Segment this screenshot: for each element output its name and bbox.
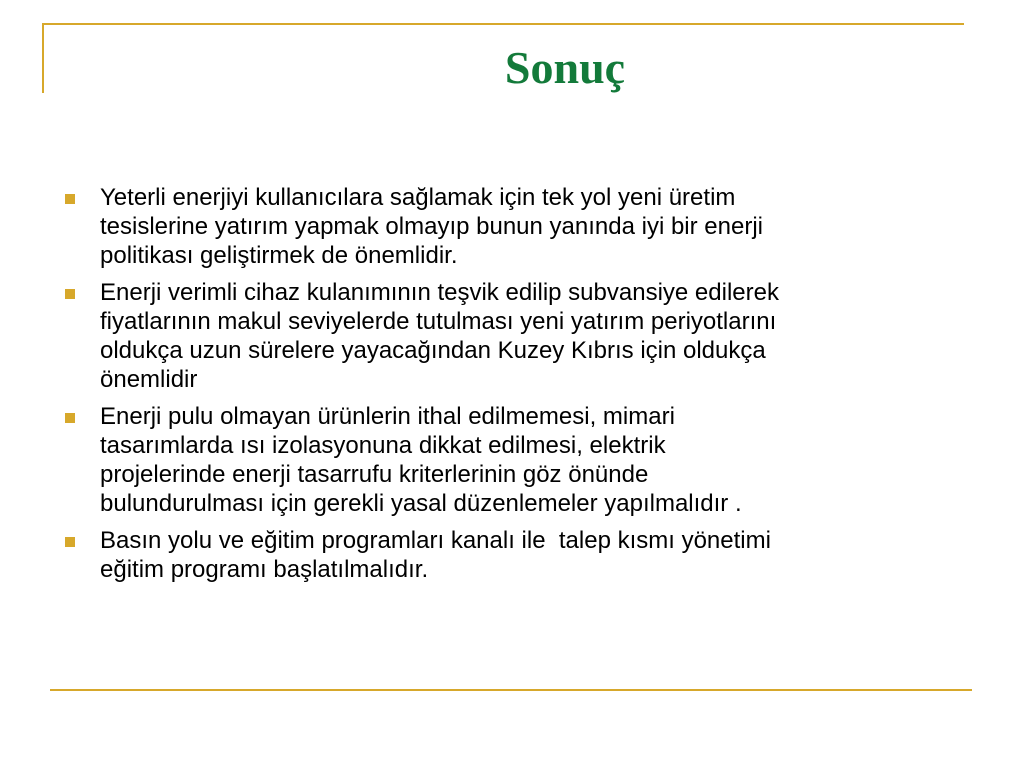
bullet-text xyxy=(100,278,960,394)
bullet-line: Enerji verimli cihaz kulanımının teşvik edilip subvansiye edilerek xyxy=(100,279,779,306)
bullet-line: projelerinde enerji tasarrufu kriterlerinin göz önünde xyxy=(100,461,649,488)
bullet-line: oldukça uzun sürelere yayacağından Kuzey Kıbrıs için oldukça xyxy=(100,337,766,364)
bullet-item-3 xyxy=(60,402,960,518)
bullet-item-1 xyxy=(60,183,960,270)
bullet-line: politikası geliştirmek de önemlidir. xyxy=(100,242,458,269)
bullet-text xyxy=(100,183,960,270)
bullet-line: Yeterli enerjiyi kullanıcılara sağlamak için tek yol yeni üretim xyxy=(100,184,736,211)
frame-bottom-line xyxy=(50,689,972,691)
bullet-text xyxy=(100,402,960,518)
bullet-line: tasarımlarda ısı izolasyonuna dikkat edilmesi, elektrik xyxy=(100,432,666,459)
bullet-item-2 xyxy=(60,278,960,394)
bullet-line: tesislerine yatırım yapmak olmayıp bunun yanında iyi bir enerji xyxy=(100,213,763,240)
bullet-line: Basın yolu ve eğitim programları kanalı ile talep kısmı yönetimi xyxy=(100,527,771,554)
square-bullet-icon xyxy=(65,289,75,299)
bullet-list xyxy=(60,183,960,592)
bullet-line: önemlidir xyxy=(100,366,198,393)
square-bullet-icon xyxy=(65,537,75,547)
bullet-line: eğitim programı başlatılmalıdır. xyxy=(100,556,429,583)
bullet-line: Enerji pulu olmayan ürünlerin ithal edilmemesi, mimari xyxy=(100,403,675,430)
square-bullet-icon xyxy=(65,413,75,423)
bullet-line: fiyatlarının makul seviyelerde tutulması yeni yatırım periyotlarını xyxy=(100,308,777,335)
frame-top-line xyxy=(42,23,964,25)
square-bullet-icon xyxy=(65,194,75,204)
bullet-line: bulundurulması için gerekli yasal düzenlemeler yapılmalıdır . xyxy=(100,490,742,517)
bullet-item-4 xyxy=(60,526,960,584)
slide-title: Sonuç xyxy=(504,42,626,93)
bullet-text xyxy=(100,526,960,584)
